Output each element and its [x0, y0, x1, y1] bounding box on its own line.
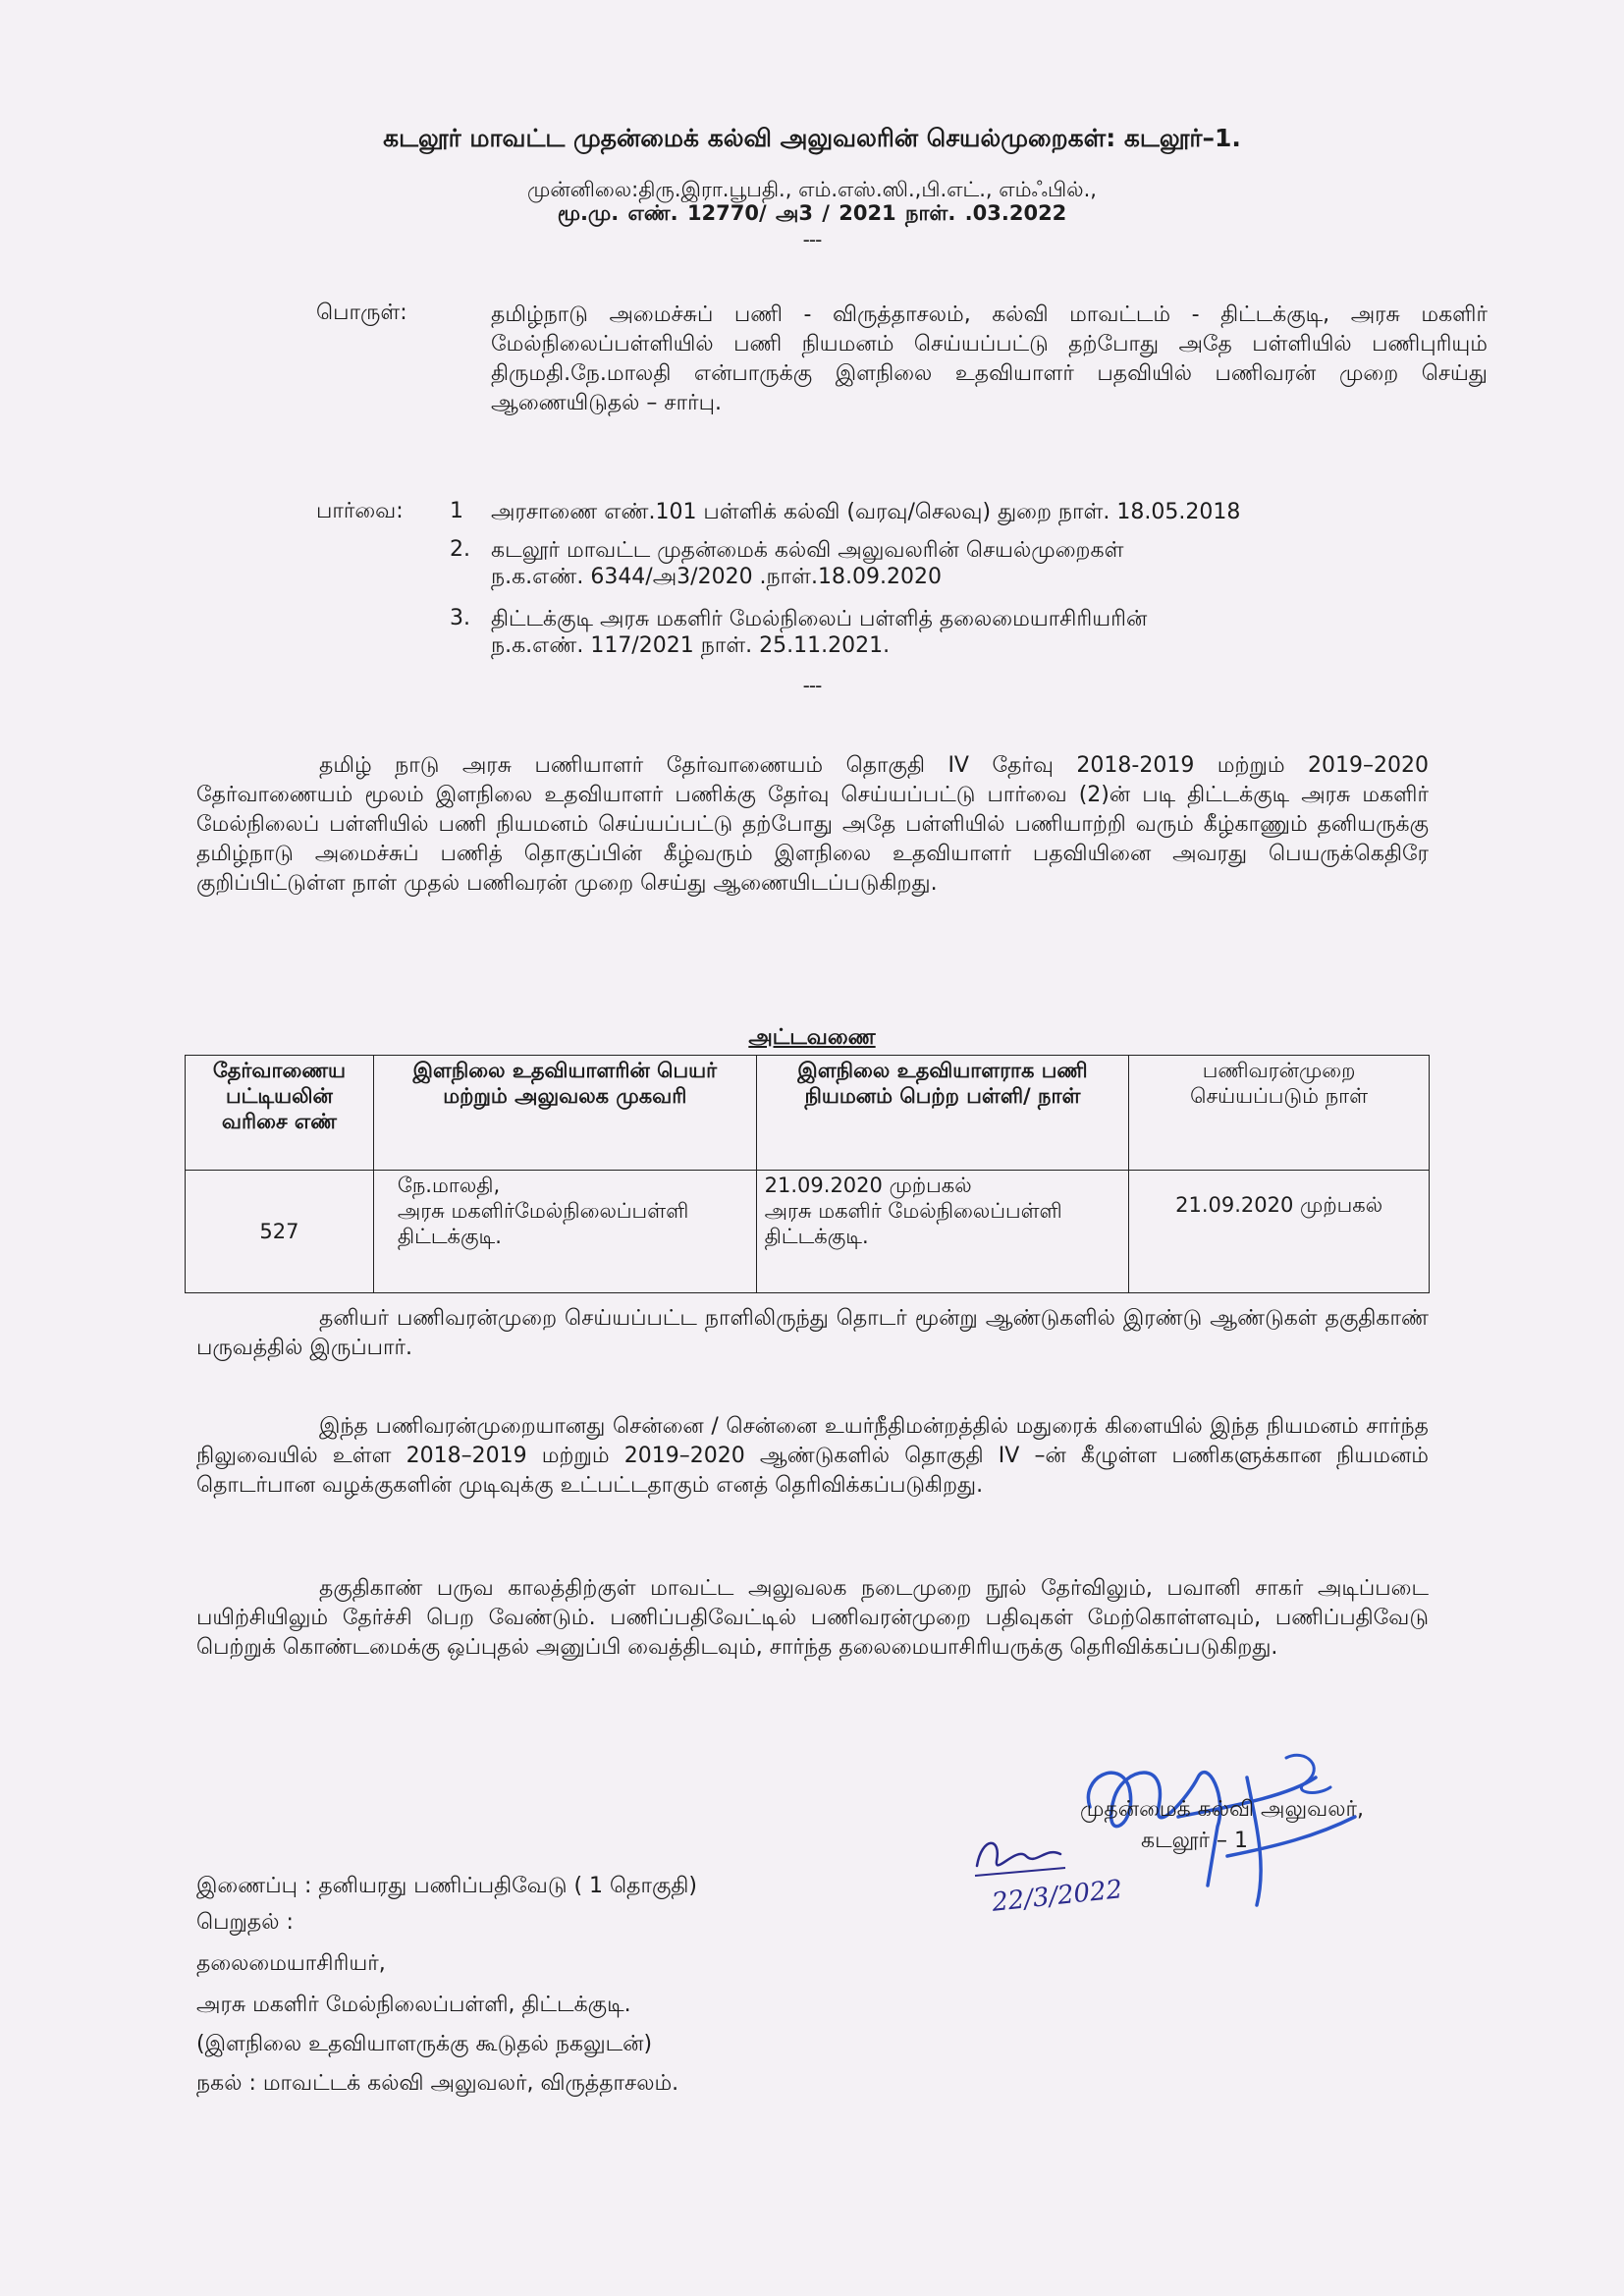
cell-serial: 527	[186, 1171, 374, 1293]
reference-item-3	[491, 606, 1488, 659]
table-header-row	[186, 1056, 1430, 1171]
cell-line: திட்டக்குடி.	[397, 1225, 502, 1248]
body-paragraph-1: தமிழ் நாடு அரசு பணியாளர் தேர்வாணையம் தொகுதி IV தேர்வு 2018-2019 மற்றும் 2019–2020 தேர்வாணையம் மூலம் இளநிலை உதவியாளர் பணிக்கு தேர்வு செய்யப்பட்டு பார்வை (2)ன் படி திட்டக்குடி அரசு மகளிர் மேல்நிலைப் பள்ளியில் பணி நியமனம் செய்யப்பட்டு தற்போது அதே பள்ளியில் பணியாற்றி வரும் கீழ்காணும் தனியருக்கு தமிழ்நாடு அமைச்சுப் பணித் தொகுப்பின் கீழ்வரும் இளநிலை உதவியாளர் பதவியினை அவரது பெயருக்கெதிரே குறிப்பிட்டுள்ள நாள் முதல் பணிவரன் முறை செய்து ஆணையிடப்படுகிறது.	[196, 753, 1429, 896]
copy-line: நகல் : மாவட்டக் கல்வி அலுவலர், விருத்தாசலம்.	[196, 2071, 679, 2096]
header-appointment: இளநிலை உதவியாளராக பணி நியமனம் பெற்ற பள்ளி/ நாள்	[756, 1056, 1129, 1171]
reference-line: கடலூர் மாவட்ட முதன்மைக் கல்வி அலுவலரின் செயல்முறைகள்	[491, 538, 1124, 563]
cell-line: நே.மாலதி,	[397, 1174, 501, 1197]
recipient-line-3: (இளநிலை உதவியாளருக்கு கூடுதல் நகலுடன்)	[196, 2032, 653, 2056]
reference-item-2	[491, 537, 1488, 590]
subject-text: தமிழ்நாடு அமைச்சுப் பணி - விருத்தாசலம், கல்வி மாவட்டம் - திட்டக்குடி, அரசு மகளிர் மேல்நிலைப்பள்ளியில் பணி நியமனம் செய்யப்பட்டு தற்போது அதே பள்ளியில் பணிபுரியும் திருமதி.நே.மாலதி என்பாருக்கு இளநிலை உதவியாளர் பதவியில் பணிவரன் முறை செய்து ஆணையிடுதல் – சார்பு.	[491, 302, 1488, 415]
header-name-address: இளநிலை உதவியாளரின் பெயர் மற்றும் அலுவலக முகவரி	[373, 1056, 756, 1171]
cell-regularisation-date: 21.09.2020 முற்பகல்	[1129, 1171, 1430, 1293]
reference-line: ந.க.எண். 6344/அ3/2020 .நாள்.18.09.2020	[491, 565, 942, 589]
reference-line: அரசாணை எண்.101 பள்ளிக் கல்வி (வரவு/செலவு) துறை நாள். 18.05.2018	[491, 500, 1241, 524]
cell-name-address	[373, 1171, 756, 1293]
header-regularisation-date: பணிவரன்முறை செய்யப்படும் நாள்	[1129, 1056, 1430, 1171]
body-paragraph-3: இந்த பணிவரன்முறையானது சென்னை / சென்னை உயர்நீதிமன்றத்தில் மதுரைக் கிளையில் இந்த நியமனம் சார்ந்த நிலுவையில் உள்ள 2018–2019 மற்றும் 2019–2020 ஆண்டுகளில் தொகுதி IV –ன் கீழுள்ள பணிகளுக்கான நியமனம் தொடர்பான வழக்குகளின் முடிவுக்கு உட்பட்டதாகும் எனத் தெரிவிக்கப்படுகிறது.	[196, 1414, 1429, 1498]
reference-item-1	[491, 499, 1488, 525]
table-caption: அட்டவணை	[748, 1025, 876, 1050]
reference-line: திட்டக்குடி அரசு மகளிர் மேல்நிலைப் பள்ளித் தலைமையாசிரியரின்	[491, 607, 1148, 631]
cell-appointment	[756, 1171, 1129, 1293]
reference-number-1: 1	[450, 499, 463, 523]
reference-line: ந.க.எண். 117/2021 நாள். 25.11.2021.	[491, 633, 891, 658]
reference-number: மூ.மு. எண். 12770/ அ3 / 2021 நாள். .03.2022	[557, 201, 1067, 225]
enclosure-line: இணைப்பு : தனியரது பணிப்பதிவேடு ( 1 தொகுதி)	[196, 1874, 698, 1898]
initial-mark-icon	[967, 1827, 1075, 1886]
references-label: பார்வை:	[316, 499, 404, 523]
cell-line: 21.09.2020 முற்பகல்	[764, 1174, 972, 1197]
signatory-designation: முதன்மைக் கல்வி அலுவலர்,	[1080, 1797, 1364, 1822]
body-paragraph-2: தனியர் பணிவரன்முறை செய்யப்பட்ட நாளிலிருந்து தொடர் மூன்று ஆண்டுகளில் இரண்டு ஆண்டுகள் தகுதிகாண் பருவத்தில் இருப்பார்.	[196, 1306, 1429, 1360]
cell-line: அரசு மகளிர் மேல்நிலைப்பள்ளி	[764, 1199, 1062, 1223]
cell-line: அரசு மகளிர்மேல்நிலைப்பள்ளி	[397, 1199, 689, 1223]
presence-line: முன்னிலை:திரு.இரா.பூபதி., எம்.எஸ்.ஸி.,பி.எட்., எம்ஃபில்.,	[527, 178, 1097, 201]
schedule-table	[185, 1055, 1430, 1293]
body-paragraph-4: தகுதிகாண் பருவ காலத்திற்குள் மாவட்ட அலுவலக நடைமுறை நூல் தேர்விலும், பவானி சாகர் அடிப்படை பயிற்சியிலும் தேர்ச்சி பெற வேண்டும். பணிப்பதிவேட்டில் பணிவரன்முறை பதிவுகள் மேற்கொள்ளவும், பணிப்பதிவேடு பெற்றுக் கொண்டமைக்கு ஒப்புதல் அனுப்பி வைத்திடவும், சார்ந்த தலைமையாசிரியருக்கு தெரிவிக்கப்படுகிறது.	[196, 1576, 1429, 1660]
document-title: கடலூர் மாவட்ட முதன்மைக் கல்வி அலுவலரின் செயல்முறைகள்: கடலூர்–1.	[383, 124, 1241, 152]
reference-number-3: 3.	[450, 606, 470, 630]
table-row	[186, 1171, 1430, 1293]
recipient-line-1: தலைமையாசிரியர்,	[196, 1951, 386, 1976]
subject-label: பொருள்:	[316, 301, 407, 325]
reference-number-2: 2.	[450, 537, 470, 562]
signatory-place: கடலூர் – 1	[1141, 1829, 1248, 1853]
recipient-line-2: அரசு மகளிர் மேல்நிலைப்பள்ளி, திட்டக்குடி.	[196, 1993, 631, 2017]
recipient-label: பெறுதல் :	[196, 1910, 294, 1935]
references-separator: ---	[802, 674, 822, 697]
header-separator: ---	[802, 228, 822, 251]
header-serial: தேர்வாணைய பட்டியலின் வரிசை எண்	[186, 1056, 374, 1171]
handwritten-date: 22/3/2022	[990, 1875, 1124, 1918]
cell-line: திட்டக்குடி.	[764, 1225, 869, 1248]
